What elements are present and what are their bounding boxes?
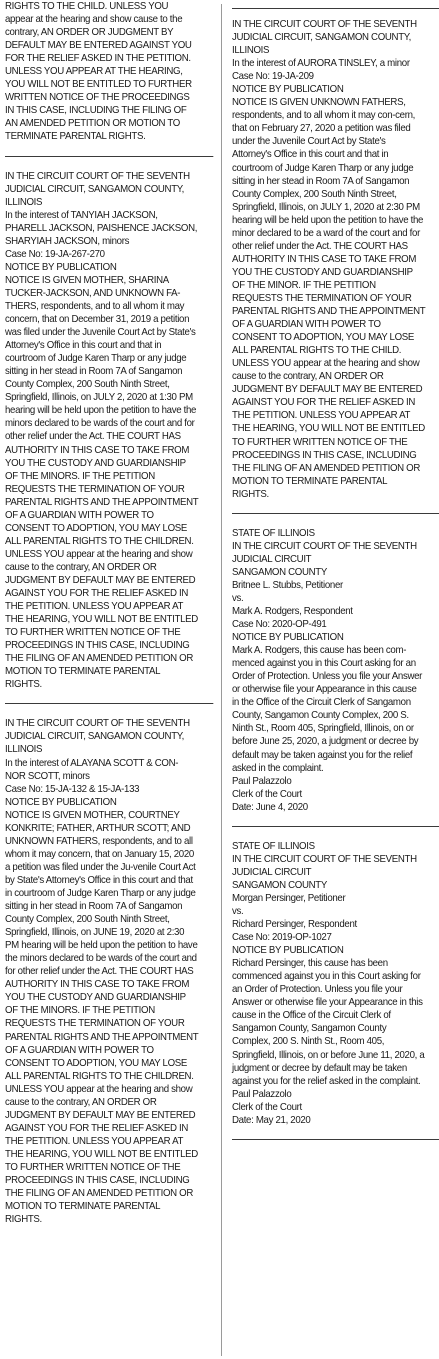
notice-body: Mark A. Rodgers, this cause has been com-menced against you in this Court asking for an Order of Protection. Unless you file your Answer or otherwise file your Appearance in this cause in the Office of the Circuit Clerk of Sangamon County, Sangamon County Complex, 200 S. Ninth St., Room 405, Springfield, Illinois, on or before June 25, 2020, a judgment or decree by default may be taken against you for the relief asked in the complaint. (232, 645, 423, 774)
notice-body: NOTICE IS GIVEN MOTHER, COURTNEY KONKRITE; FATHER, ARTHUR SCOTT; AND UNKNOWN FATHERS, respondents, and to all whom it may concern, that on January 15, 2020 a petition was filed under the Ju-venile Court Act by State's Attorney's Office in this court and that in courtroom of Judge Karen Tharp or any judge sitting in her stead in Room 7A of Sangamon County Complex, 200 South Ninth Street, Springfield, Illinois, on JUNE 19, 2020 at 2:30 PM hearing will be held upon the petition to have the minors declared to be wards of the court and for other relief under the Act. THE COURT HAS AUTHORITY IN THIS CASE TO TAKE FROM YOU THE CUSTODY AND GUARDIANSHIP OF THE MINORS. IF THE PETITION REQUESTS THE TERMINATION OF YOUR PARENTAL RIGHTS AND THE APPOINTMENT OF A GUARDIAN WITH POWER TO CONSENT TO ADOPTION, YOU MAY LOSE ALL PARENTAL RIGHTS TO THE CHILDREN. UNLESS YOU appear at the hearing and show cause to the contrary, AN ORDER OR JUDGMENT BY DEFAULT MAY BE ENTERED AGAINST YOU FOR THE RELIEF ASKED IN THE PETITION. UNLESS YOU APPEAR AT THE HEARING, YOU WILL NOT BE ENTITLED TO FURTHER WRITTEN NOTICE OF THE PROCEEDINGS IN THIS CASE, INCLUDING THE FILING OF AN AMENDED PETITION OR MOTION TO TERMINATE PARENTAL RIGHTS. (5, 809, 199, 1226)
case-number: Case No: 19-JA-267-270 (5, 248, 105, 260)
left-column (5, 0, 198, 1226)
court-heading: IN THE CIRCUIT COURT OF THE SEVENTH JUDICIAL CIRCUIT, SANGAMON COUNTY, ILLINOIS (5, 718, 190, 756)
notice-divider (232, 8, 439, 9)
notice-tanyiah-continuation (5, 0, 198, 144)
court-heading: IN THE CIRCUIT COURT OF THE SEVENTH JUDICIAL CIRCUIT (232, 540, 417, 565)
case-number: Case No: 2020-OP-491 (232, 619, 327, 631)
right-column (232, 0, 425, 1153)
notice-jackson-minors (5, 170, 198, 692)
notice-body: Richard Persinger, this cause has been commenced against you in this Court asking for an Order of Protection. Unless you file your Answer or otherwise file your Appearance in this cause in the Office of the Circuit Clerk of Sangamon County, Sangamon County Complex, 200 S. Ninth St., Room 405, Springfield, Illinois, on or before June 11, 2020, a judgment or decree by default may be taken against you for the relief asked in the complaint. (232, 958, 425, 1087)
notice-divider (5, 156, 213, 157)
notice-date: Date: May 21, 2020 (232, 1114, 311, 1126)
petitioner: Britnee L. Stubbs, Petitioner (232, 579, 343, 591)
in-the-interest-of: In the interest of TANYIAH JACKSON, PHARELL JACKSON, PAISHENCE JACKSON, SHARYIAH JACKSON, minors (5, 209, 198, 247)
notice-heading: NOTICE BY PUBLICATION (5, 796, 117, 808)
notice-body: NOTICE IS GIVEN MOTHER, SHARINA TUCKER-JACKSON, AND UNKNOWN FA-THERS, respondents, and to all whom it may concern, that on December 31, 2019 a petition was filed under the Juvenile Court Act by State's Attorney's Office in this court and that in courtroom of Judge Karen Tharp or any judge sitting in her stead in Room 7A of Sangamon County Complex, 200 South Ninth Street, Springfield, Illinois, on JULY 2, 2020 at 1:30 PM hearing will be held upon the petition to have the minors declared to be wards of the court and for other relief under the Act. THE COURT HAS AUTHORITY IN THIS CASE TO TAKE FROM YOU THE CUSTODY AND GUARDIANSHIP OF THE MINORS. IF THE PETITION REQUESTS THE TERMINATION OF YOUR PARENTAL RIGHTS AND THE APPOINTMENT OF A GUARDIAN WITH POWER TO CONSENT TO ADOPTION, YOU MAY LOSE ALL PARENTAL RIGHTS TO THE CHILDREN. UNLESS YOU appear at the hearing and show cause to the contrary, AN ORDER OR JUDGMENT BY DEFAULT MAY BE ENTERED AGAINST YOU FOR THE RELIEF ASKED IN THE PETITION. UNLESS YOU APPEAR AT THE HEARING, YOU WILL NOT BE ENTITLED TO FURTHER WRITTEN NOTICE OF THE PROCEEDINGS IN THIS CASE, INCLUDING THE FILING OF AN AMENDED PETITION OR MOTION TO TERMINATE PARENTAL RIGHTS. (5, 274, 199, 691)
county-heading: SANGAMON COUNTY (232, 879, 327, 891)
clerk-title: Clerk of the Court (232, 788, 302, 800)
column-divider (221, 4, 222, 1356)
notice-body: NOTICE IS GIVEN UNKNOWN FATHERS, respondents, and to all whom it may con-cern, that on February 27, 2020 a petition was filed under the Juvenile Court Act by State's Attorney's Office in this court and that in courtroom of Judge Karen Tharp or any judge sitting in her stead in Room 7A of Sangamon County Complex, 200 South Ninth Street, Springfield, Illinois, on JULY 1, 2020 at 2:30 PM hearing will be held upon the petition to have the minor declared to be a ward of the court and for other relief under the Act. THE COURT HAS AUTHORITY IN THIS CASE TO TAKE FROM YOU THE CUSTODY AND GUARDIANSHIP OF THE MINOR. IF THE PETITION REQUESTS THE TERMINATION OF YOUR PARENTAL RIGHTS AND THE APPOINTMENT OF A GUARDIAN WITH POWER TO CONSENT TO ADOPTION, YOU MAY LOSE ALL PARENTAL RIGHTS TO THE CHILD. UNLESS YOU appear at the hearing and show cause to the contrary, AN ORDER OR JUDGMENT BY DEFAULT MAY BE ENTERED AGAINST YOU FOR THE RELIEF ASKED IN THE PETITION. UNLESS YOU APPEAR AT THE HEARING, YOU WILL NOT BE ENTITLED TO FURTHER WRITTEN NOTICE OF THE PROCEEDINGS IN THIS CASE, INCLUDING THE FILING OF AN AMENDED PETITION OR MOTION TO TERMINATE PARENTAL RIGHTS. (232, 97, 426, 500)
notice-persinger-v-persinger (232, 840, 425, 1127)
respondent: Mark A. Rodgers, Respondent (232, 606, 353, 618)
notice-divider (5, 703, 213, 704)
notice-divider (232, 1139, 439, 1140)
versus: vs. (232, 592, 244, 604)
notice-stubbs-v-rodgers (232, 527, 425, 814)
county-heading: SANGAMON COUNTY (232, 566, 327, 578)
notice-text: RIGHTS TO THE CHILD. UNLESS YOU appear at the hearing and show cause to the contrary, AN ORDER OR JUDGMENT BY DEFAULT MAY BE ENTERED AGAINST YOU FOR THE RELIEF ASKED IN THE PETITION. UNLESS YOU APPEAR AT THE HEARING, YOU WILL NOT BE ENTITLED TO FURTHER WRITTEN NOTICE OF THE PROCEEDINGS IN THIS CASE, INCLUDING THE FILING OF AN AMENDED PETITION OR MOTION TO TERMINATE PARENTAL RIGHTS. (5, 1, 192, 143)
notice-heading: NOTICE BY PUBLICATION (5, 261, 117, 273)
in-the-interest-of: In the interest of ALAYANA SCOTT & CON-NOR SCOTT, minors (5, 757, 179, 782)
respondent: Richard Persinger, Respondent (232, 919, 357, 931)
clerk-name: Paul Palazzolo (232, 1088, 292, 1100)
notice-heading: NOTICE BY PUBLICATION (232, 945, 344, 957)
case-number: Case No: 2019-OP-1027 (232, 932, 332, 944)
versus: vs. (232, 906, 244, 917)
notice-date: Date: June 4, 2020 (232, 801, 308, 813)
clerk-title: Clerk of the Court (232, 1101, 302, 1113)
state-heading: STATE OF ILLINOIS (232, 840, 315, 852)
state-heading: STATE OF ILLINOIS (232, 527, 315, 539)
petitioner: Morgan Persinger, Petitioner (232, 892, 346, 904)
in-the-interest-of: In the interest of AURORA TINSLEY, a minor (232, 58, 410, 70)
notice-heading: NOTICE BY PUBLICATION (232, 84, 344, 96)
notice-divider (232, 826, 439, 827)
clerk-name: Paul Palazzolo (232, 775, 292, 787)
court-heading: IN THE CIRCUIT COURT OF THE SEVENTH JUDICIAL CIRCUIT (232, 853, 417, 878)
notice-tinsley-minor (232, 18, 425, 501)
case-number: Case No: 15-JA-132 & 15-JA-133 (5, 783, 140, 795)
court-heading: IN THE CIRCUIT COURT OF THE SEVENTH JUDICIAL CIRCUIT, SANGAMON COUNTY, ILLINOIS (232, 19, 417, 57)
court-heading: IN THE CIRCUIT COURT OF THE SEVENTH JUDICIAL CIRCUIT, SANGAMON COUNTY, ILLINOIS (5, 170, 190, 208)
case-number: Case No: 19-JA-209 (232, 71, 314, 83)
notice-divider (232, 513, 439, 514)
notice-scott-minors (5, 717, 198, 1226)
notice-heading: NOTICE BY PUBLICATION (232, 632, 344, 644)
